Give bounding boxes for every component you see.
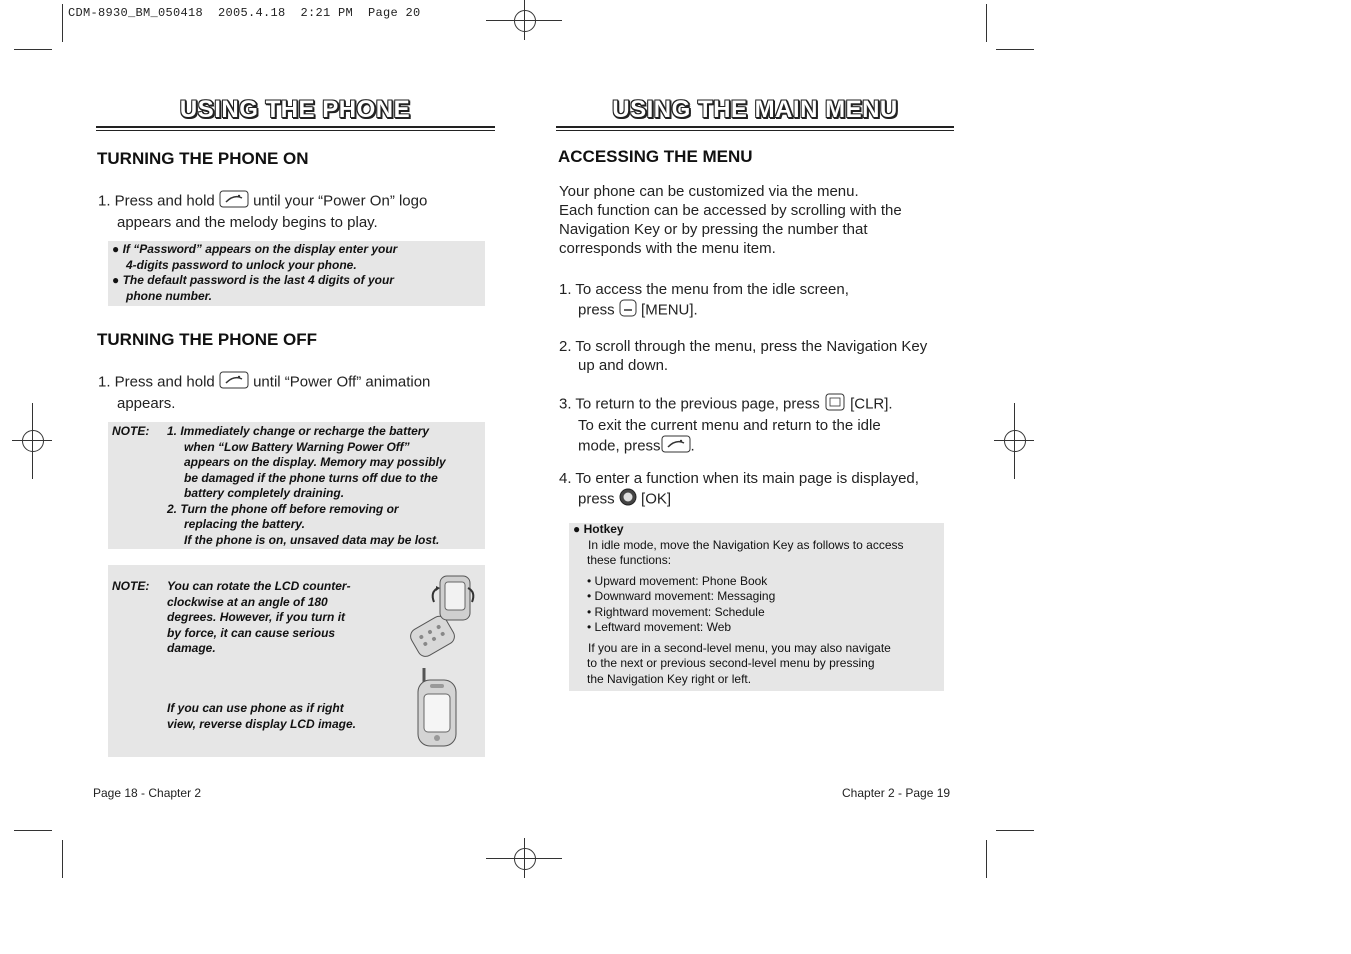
section-heading: TURNING THE PHONE ON: [97, 149, 309, 168]
title-rule: [556, 126, 954, 128]
note-text: ● If “Password” appears on the display enter your 4-digits password to unlock your phone. ● The default password is the last 4 digits of your phone number.: [112, 242, 398, 303]
end-key-icon: [661, 435, 691, 458]
ok-key-icon: [619, 488, 637, 511]
section-heading: ACCESSING THE MENU: [558, 147, 753, 166]
crop-mark: [996, 830, 1034, 831]
step-text: 1. To access the menu from the idle screen, press [MENU].: [559, 280, 954, 322]
page-title: USING THE MAIN MENU: [612, 96, 898, 123]
crop-mark: [996, 49, 1034, 50]
crop-mark: [62, 4, 63, 42]
note-label: NOTE:: [112, 579, 150, 593]
crop-mark: [14, 49, 52, 50]
end-key-icon: [219, 190, 249, 213]
note-text: 1. Immediately change or recharge the battery when “Low Battery Warning Power Off” appears on the display. Memory may possibly be damaged if the phone turns off due to the battery completely draining. 2. Turn the phone off before removing or replacing the battery. If the phone is on, unsaved data may be lost.: [167, 424, 446, 547]
clr-key-icon: [824, 393, 846, 416]
registration-mark: [1004, 430, 1026, 452]
phone-open-illustration: [414, 666, 460, 755]
note-text: You can rotate the LCD counter- clockwise at an angle of 180 degrees. However, if you turn it by force, it can cause serious damage.: [167, 579, 351, 655]
page-title: USING THE PHONE: [179, 96, 411, 123]
registration-mark: [22, 430, 44, 452]
crop-mark: [14, 830, 52, 831]
registration-mark: [514, 10, 536, 32]
note-text: If you can use phone as if right view, reverse display LCD image.: [167, 701, 356, 731]
hotkey-title: ● Hotkey: [573, 522, 624, 536]
crop-mark: [986, 840, 987, 878]
step-text: 1. Press and hold until your “Power On” logo appears and the melody begins to play.: [98, 190, 488, 232]
print-slug: CDM-8930_BM_050418 2005.4.18 2:21 PM Page 20: [68, 6, 421, 20]
menu-key-icon: [619, 299, 637, 322]
page-footer: Chapter 2 - Page 19: [842, 786, 951, 800]
step-text: 3. To return to the previous page, press [CLR]. To exit the current menu and return to the idle mode, press .: [559, 393, 954, 458]
page-footer: Page 18 - Chapter 2: [93, 786, 202, 800]
step-text: 4. To enter a function when its main page is displayed, press [OK]: [559, 469, 954, 511]
step-text: 2. To scroll through the menu, press the Navigation Key up and down.: [559, 338, 928, 374]
end-key-icon: [219, 371, 249, 394]
phone-rotate-illustration: [400, 572, 478, 663]
title-rule: [96, 126, 495, 128]
hotkey-text: ● Hotkey In idle mode, move the Navigation Key as follows to access these functions: • Upward movement: Phone Book • Downward movement: Messaging • Rightward movement: Schedule • Leftward movement: Web If you are in a second-level menu, you may also navigate to the next or previous second-level menu by pressing the Navigation Key right or left.: [573, 522, 941, 687]
intro-text: Your phone can be customized via the menu. Each function can be accessed by scrolling with the Navigation Key or by pressing the number that corresponds with the menu item.: [559, 183, 902, 257]
step-text: 1. Press and hold until “Power Off” animation appears.: [98, 371, 488, 413]
section-heading: TURNING THE PHONE OFF: [97, 330, 318, 349]
crop-mark: [62, 840, 63, 878]
crop-mark: [986, 4, 987, 42]
note-label: NOTE:: [112, 424, 150, 438]
registration-mark: [514, 848, 536, 870]
